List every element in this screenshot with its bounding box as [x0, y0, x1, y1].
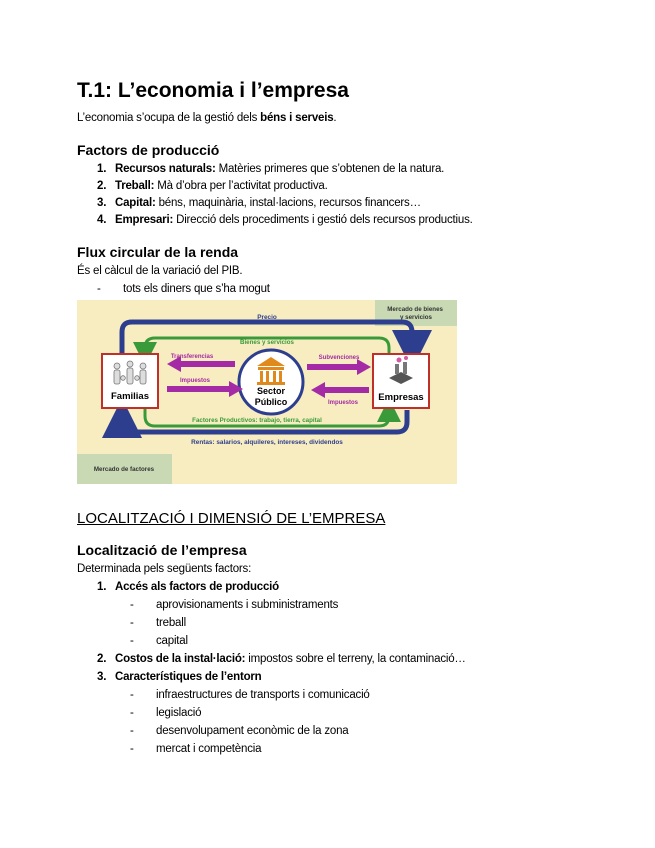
factors-item-3 [97, 197, 421, 209]
flux-heading: Flux circular de la renda [77, 244, 239, 260]
market-factors-label: Mercado de factores [93, 466, 155, 473]
item-number: 3. [97, 197, 107, 209]
item-number: 4. [97, 214, 107, 226]
loc-item-2 [97, 653, 466, 665]
item-label: Empresari: [115, 214, 174, 226]
item-label: Treball: [115, 180, 155, 192]
item-text: béns, maquinària, instal·lacions, recursos financers… [155, 197, 421, 209]
factors-heading: Factors de producció [77, 142, 220, 158]
circular-flow-diagram [77, 300, 457, 484]
rentas-label: Rentas: salarios, alquileres, intereses, dividendos [191, 439, 343, 446]
item-text: Direcció dels procediments i gestió dels recursos productius. [173, 214, 473, 226]
sector-label: Sector [256, 386, 286, 396]
impuestos-right-label: Impuestos [327, 400, 359, 406]
item-text: Matèries primeres que s’obtenen de la natura. [215, 163, 445, 175]
loc-item-1 [97, 581, 279, 593]
item-number: 2. [97, 653, 107, 665]
loc-sub-1-1: - aprovisionaments i subministraments [130, 599, 339, 611]
empresas-label: Empresas [378, 392, 424, 403]
subvenciones-label: Subvenciones [318, 355, 360, 361]
item-label: Capital: [115, 197, 156, 209]
precio-label: Precio [257, 314, 277, 321]
item-label: Característiques de l’entorn [115, 671, 262, 683]
loc-item-3 [97, 671, 262, 683]
localitzacio-heading: Localització de l’empresa [77, 542, 247, 558]
impuestos-left-label: Impuestos [179, 378, 211, 384]
familias-label: Familias [110, 391, 150, 402]
sub-text: desenvolupament econòmic de la zona [156, 725, 349, 737]
sub-text: capital [156, 635, 188, 647]
item-text: impostos sobre el terreny, la contaminació… [245, 653, 466, 665]
intro-end: . [333, 112, 337, 124]
sub-text: infraestructures de transports i comunicació [156, 689, 370, 701]
item-number: 1. [97, 581, 107, 593]
item-number: 1. [97, 163, 107, 175]
bienes-label: Bienes y servicios [239, 339, 295, 346]
item-number: 2. [97, 180, 107, 192]
item-label: Recursos naturals: [115, 163, 216, 175]
section-title: LOCALITZACIÓ I DIMENSIÓ DE L’EMPRESA [77, 510, 386, 527]
bullet-text: tots els diners que s’ha mogut [123, 283, 270, 295]
item-label: Costos de la instal·lació: [115, 653, 246, 665]
market-goods-label: Mercado de bienes y servicios [387, 306, 443, 321]
publico-label: Público [254, 397, 288, 407]
loc-sub-3-1: - infraestructures de transports i comunicació [130, 689, 370, 701]
loc-sub-3-3: - desenvolupament econòmic de la zona [130, 725, 349, 737]
factors-item-2 [97, 180, 328, 192]
intro-paragraph [77, 112, 336, 124]
transferencias-label: Transferencias [170, 354, 214, 360]
factors-item-4 [97, 214, 473, 226]
page-title: T.1: L’economia i l’empresa [77, 79, 349, 102]
item-number: 3. [97, 671, 107, 683]
flux-bullet [97, 283, 270, 295]
item-text: Mà d’obra per l’activitat productiva. [154, 180, 328, 192]
intro-text: L’economia s’ocupa de la gestió dels [77, 112, 261, 124]
factors-item-1 [97, 163, 444, 175]
family-icon [114, 361, 146, 384]
loc-sub-1-3: - capital [130, 635, 188, 647]
loc-sub-3-2: - legislació [130, 707, 202, 719]
sub-text: mercat i competència [156, 743, 262, 755]
item-label: Accés als factors de producció [115, 581, 280, 593]
factores-label: Factores Productivos: trabajo, tierra, capital [192, 417, 322, 424]
sub-text: aprovisionaments i subministraments [156, 599, 339, 611]
sub-text: treball [156, 617, 186, 629]
flux-text: És el càlcul de la variació del PIB. [77, 265, 243, 277]
intro-bold: béns i serveis [260, 112, 334, 124]
loc-sub-3-4: - mercat i competència [130, 743, 262, 755]
loc-sub-1-2: - treball [130, 617, 186, 629]
bullet-dash: - [97, 283, 101, 295]
localitzacio-text: Determinada pels següents factors: [77, 563, 252, 575]
sub-text: legislació [156, 707, 202, 719]
